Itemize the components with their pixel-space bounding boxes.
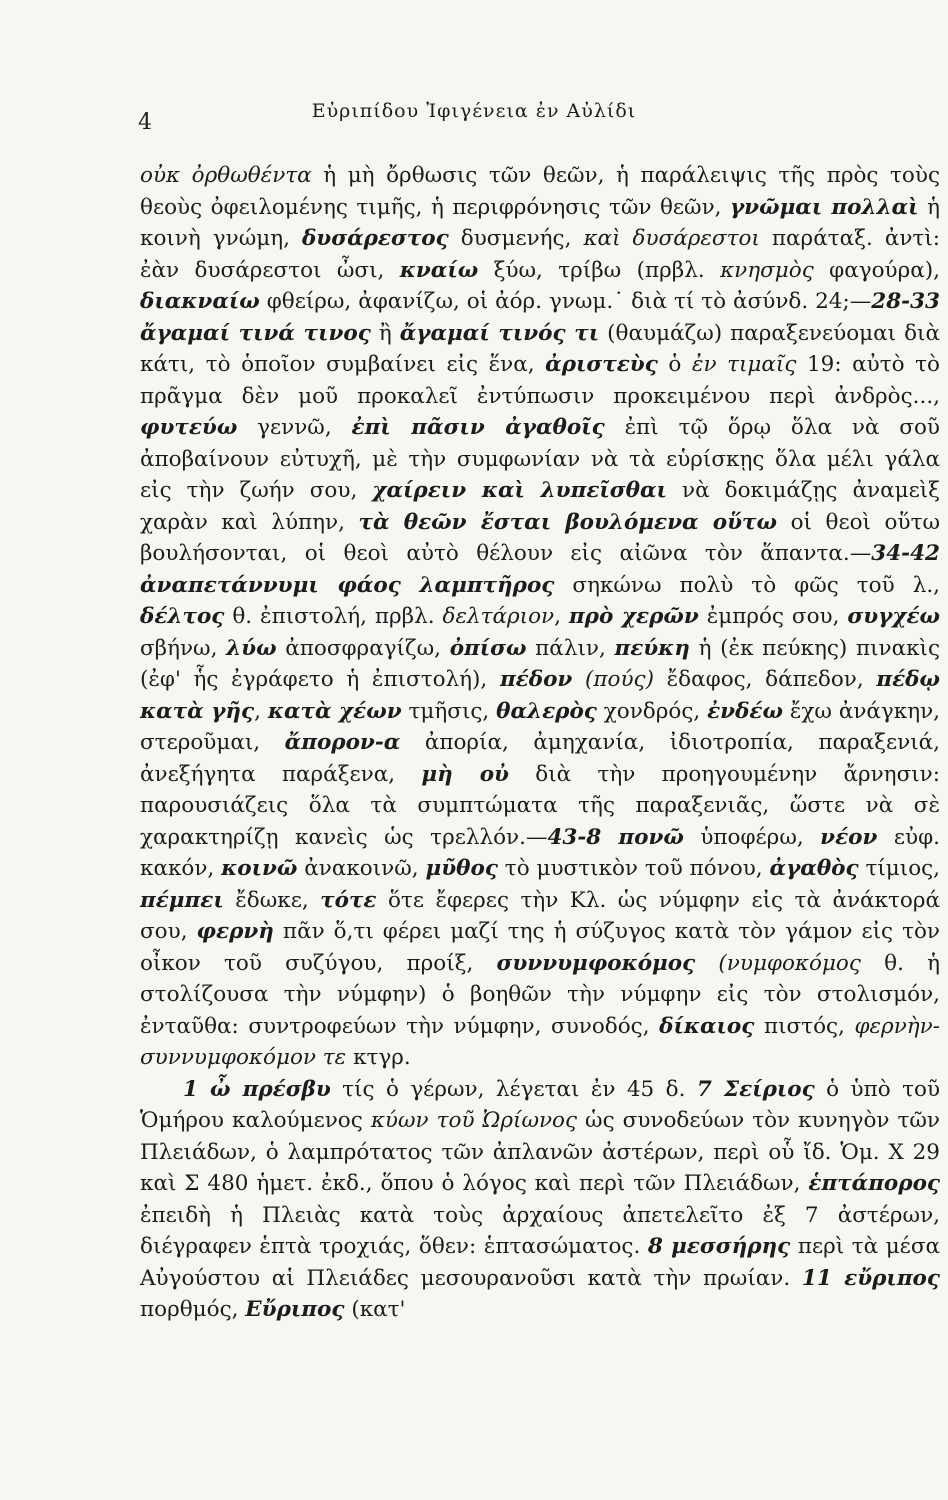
italic-term: οὐκ ὀρθωθέντα [140, 163, 312, 188]
text-run: ἐμπρός σου, [698, 604, 848, 629]
text-run: ἀνακοινῶ, [297, 856, 426, 881]
lemma: τὰ θεῶν ἔσται βουλόμενα οὕτω [358, 509, 777, 535]
text-run: πιστός, [754, 1013, 855, 1039]
lemma: ἐπὶ πᾶσιν ἀγαθοῖς [351, 415, 605, 440]
text-run: παράταξ. ἀντὶ: ἐὰν δυσάρεστοι ὦσι, [140, 226, 940, 283]
lemma: ἄπορον-α [284, 730, 401, 755]
text-run: τίμιος, [858, 856, 941, 881]
text-run: (θαυμάζω) παραξενεύομαι διὰ κάτι, τὸ ὁποῖον συμβαίνει εἰς ἕνα, [140, 320, 940, 377]
italic-term: καὶ δυσάρεστοι [583, 226, 760, 251]
lemma: δέλτος [140, 604, 225, 629]
lemma: πέμπει [140, 887, 224, 913]
lemma: Εὔριπος [245, 1297, 345, 1322]
lemma: τότε [320, 887, 377, 913]
text-run: πάλιν, [526, 635, 615, 661]
text-run: δυσμενής, [448, 226, 584, 251]
lemma: 43-8 πονῶ [547, 824, 684, 850]
lemma: συννυμφοκόμος [496, 950, 696, 976]
italic-term: δελτάριον [442, 604, 555, 629]
lemma: ἀγαθὸς [769, 856, 859, 881]
lemma: φερνὴ [196, 919, 274, 944]
lemma: 7 Σείριος [696, 1076, 815, 1102]
text-run: ἢ [370, 320, 400, 346]
text-run: ἔδαφος, δάπεδον, [653, 667, 877, 692]
text-run: 19: αὐτὸ τὸ πρᾶγμα δὲν μοῦ προκαλεῖ ἐντύπωσιν προκειμένου περὶ ἀνδρὸς..., [140, 352, 940, 409]
page-number: 4 [138, 110, 152, 135]
text-run: κτγρ. [346, 1045, 411, 1070]
lemma: 11 εὔριπος [801, 1265, 940, 1291]
text-run: ἀποσφραγίζω, [276, 635, 450, 661]
lemma: ἑπτάπορος [808, 1171, 940, 1196]
text-run: θ. ἡ στολίζουσα τὴν νύμφην) ὁ βοηθῶν τὴν νύμφην εἰς τὸν στολισμόν, ἐνταῦθα: συντροφεύων τὴν νύμφην, συνοδός, [140, 950, 940, 1039]
text-run: τὸ μυστικὸν τοῦ πόνου, [497, 856, 770, 881]
commentary-paragraph-2 [140, 1074, 940, 1326]
italic-term: κύων τοῦ Ὠρίωνος [370, 1108, 578, 1133]
text-run: σβήνω, [140, 635, 227, 661]
lemma: κοινῶ [221, 856, 298, 881]
text-run: , [554, 604, 569, 629]
lemma: ὀπίσω [449, 635, 527, 661]
lemma: λύω [226, 635, 277, 661]
lemma: 1 ὦ πρέσβυ [183, 1076, 331, 1102]
lemma: ἀριστεὺς [545, 352, 658, 377]
text-run: χονδρός, [596, 698, 708, 724]
text-run: πορθμός, [140, 1297, 246, 1322]
text-run: οἱ θεοὶ οὕτω βουλήσονται, οἱ θεοὶ αὐτὸ θέλουν εἰς αἰῶνα τὸν ἅπαντα.— [140, 509, 940, 566]
text-run: ἐπειδὴ ἡ Πλειὰς κατὰ τοὺς ἀρχαίους ἀπετελεῖτο ἐξ 7 ἀστέρων, διέγραφεν ἑπτὰ τροχιάς, ὅθεν: ἑπτασώματος. [140, 1202, 940, 1259]
lemma: γνῶμαι πολλαὶ [729, 194, 919, 220]
commentary-paragraph-1 [140, 160, 940, 1074]
text-run: γεννῶ, [237, 415, 352, 440]
text-run: εὐφ. κακόν, [140, 824, 940, 881]
text-run: τίς ὁ γέρων, λέγεται ἐν 45 δ. [330, 1076, 697, 1102]
lemma: 34-42 ἀναπετάννυμι φάος λαμπτῆρος [140, 541, 940, 598]
text-run: νὰ δοκιμάζῃς ἀναμεὶξ χαρὰν καὶ λύπην, [140, 478, 941, 535]
lemma: διακναίω [140, 289, 260, 314]
italic-term: (νυμφοκόμος [718, 950, 861, 976]
lemma: φυτεύω [140, 415, 238, 440]
text-run: ἐπὶ τῷ ὅρῳ ὅλα νὰ σοῦ ἀποβαίνουν εὐτυχῆ, μὲ τὴν συμφωνίαν νὰ τὰ εὑρίσκῃς ὅλα μέλι γάλα εἰς τὴν ζωήν σου, [140, 415, 941, 503]
text-run: ὁ [657, 352, 692, 377]
running-title: Εὐριπίδου Ἰφιγένεια ἐν Αὐλίδι [311, 100, 637, 122]
text-run: φαγούρα), [813, 257, 940, 283]
text-run: ὡς συνοδεύων τὸν κυνηγὸν τῶν Πλειάδων, ὁ λαμπρότατος τῶν ἀπλανῶν ἀστέρων, περὶ οὗ ἴδ. Ὁμ. Χ 29 καὶ Σ 480 ἡμετ. ἐκδ., ὅπου ὁ λόγος καὶ περὶ τῶν Πλειάδων, [140, 1108, 940, 1196]
text-run: ἡ κοινὴ γνώμη, [140, 194, 940, 251]
lemma: ἄγαμαί τινός τι [399, 320, 600, 346]
text-run: ἔδωκε, [223, 887, 321, 913]
lemma: χαίρειν καὶ λυπεῖσθαι [372, 478, 667, 503]
text-run: ὑποφέρω, [683, 824, 821, 850]
lemma: 8 μεσσήρης [647, 1234, 791, 1259]
lemma: συγχέω [847, 604, 941, 629]
text-run: ἔχω ἀνάγκην, στεροῦμαι, [140, 698, 940, 755]
lemma: κναίω [399, 257, 479, 283]
text-run: ὅτε ἔφερες τὴν Κλ. ὡς νύμφην εἰς τὰ ἀνάκτορά σου, [140, 887, 940, 944]
lemma: πέδον [499, 667, 573, 692]
text-run [572, 667, 585, 692]
text-run: ξύω, τρίβω (πρβλ. [478, 257, 721, 283]
text-run: περὶ τὰ μέσα Αὐγούστου αἱ Πλειάδες μεσουρανοῦσι κατὰ τὴν πρωίαν. [140, 1234, 941, 1291]
text-run: φθείρω, ἀφανίζω, οἱ ἀόρ. γνωμ.˙ διὰ τί τὸ ἀσύνδ. 24;— [259, 289, 872, 314]
italic-term: κνησμὸς [720, 257, 814, 283]
text-run: σηκώνω πολὺ τὸ φῶς τοῦ λ., [554, 572, 940, 598]
lemma: μὴ οὐ [421, 761, 509, 787]
text-run: , [254, 698, 268, 724]
text-run: διὰ τὴν προηγουμένην ἄρνησιν: παρουσιάζεις ὅλα τὰ συμπτώματα τῆς παραξενιᾶς, ὥστε νὰ σὲ χαρακτηρίζῃ κανεὶς ὡς τρελλόν.— [140, 761, 940, 850]
text-run: ὁ ὑπὸ τοῦ Ὁμήρου καλούμενος [140, 1076, 941, 1133]
text-run [695, 951, 718, 976]
lemma: ἐνδέω [707, 698, 783, 724]
italic-term: ἐν τιμαῖς [691, 352, 797, 377]
text-run: θ. ἐπιστολή, πρβλ. [224, 604, 443, 629]
lemma: θαλερὸς [496, 698, 597, 724]
text-run: ἡ (ἐκ πεύκης) πινακὶς (ἐφ' ἧς ἐγράφετο ἡ ἐπιστολή), [140, 635, 940, 692]
lemma: πρὸ χερῶν [568, 604, 699, 629]
lemma: πέδῳ κατὰ γῆς [140, 667, 940, 724]
text-run: ἀπορία, ἀμηχανία, ἰδιοτροπία, παραξενιά, ἀνεξήγητα παράξενα, [140, 730, 941, 787]
text-run: πᾶν ὅ,τι φέρει μαζί της ἡ σύζυγος κατὰ τὸν γάμον εἰς τὸν οἶκον τοῦ συζύγου, προίξ, [140, 919, 941, 976]
lemma: 28-33 ἄγαμαί τινά τινος [140, 289, 940, 346]
text-run: ἡ μὴ ὄρθωσις τῶν θεῶν, ἡ παράλειψις τῆς πρὸς τοὺς θεοὺς ὀφειλομένης τιμῆς, ἡ περιφρόνησις τῶν θεῶν, [140, 163, 940, 220]
lemma: πεύκη [614, 635, 690, 661]
lemma: μῦθος [425, 856, 498, 881]
italic-term: φερνὴν-συννυμφοκόμον τε [140, 1013, 940, 1070]
lemma: δίκαιος [659, 1013, 755, 1039]
text-run: (κατ' [344, 1297, 406, 1322]
text-run: τμῆσις, [401, 698, 497, 724]
lemma: δυσάρεστος [301, 226, 449, 251]
lemma: κατὰ χέων [267, 698, 402, 724]
lemma: νέον [820, 824, 878, 850]
italic-term: (πούς) [585, 667, 654, 692]
commentary-text [140, 160, 940, 1326]
